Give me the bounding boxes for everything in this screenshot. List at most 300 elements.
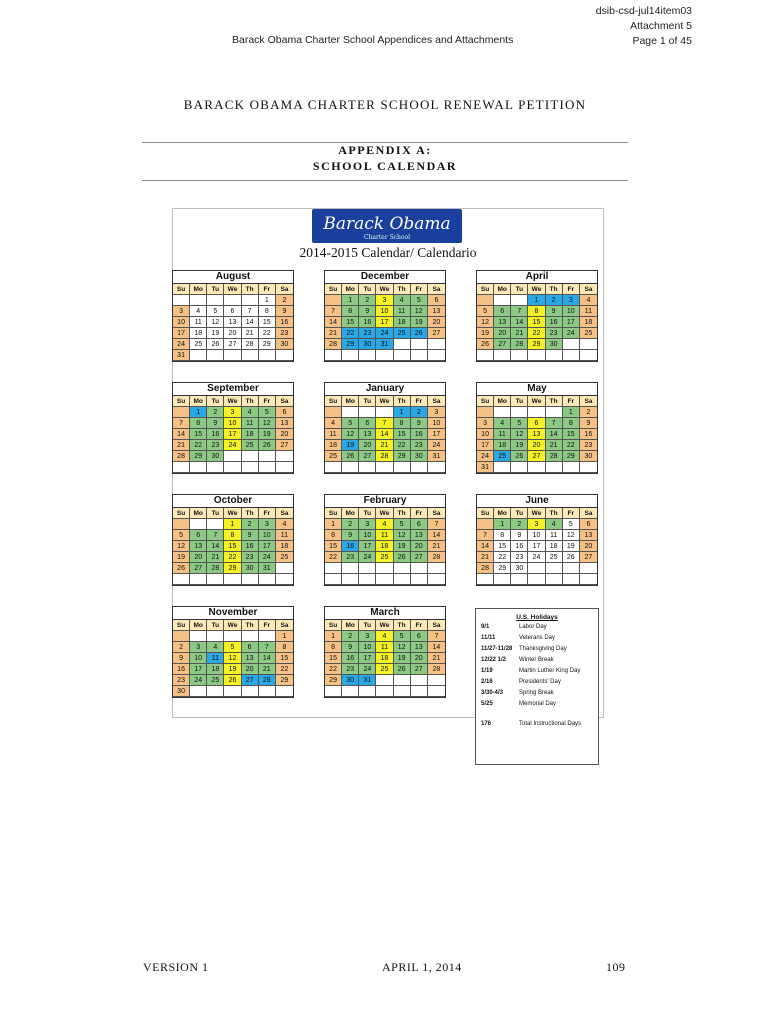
day-cell	[376, 462, 393, 473]
day-cell: 8	[563, 418, 580, 429]
day-cell: 30	[173, 686, 190, 697]
day-cell	[173, 519, 190, 530]
day-cell: 3	[528, 519, 545, 530]
day-cell: 8	[528, 306, 545, 317]
day-cell: 2	[173, 642, 190, 653]
day-cell: 28	[259, 675, 276, 686]
day-cell: 7	[173, 418, 190, 429]
day-cell: 4	[190, 306, 207, 317]
weekday-label: Tu	[359, 284, 376, 295]
day-cell: 26	[259, 440, 276, 451]
month-grid	[325, 508, 445, 585]
doc-id: dsib-csd-jul14item03	[595, 5, 692, 17]
weekday-label: Su	[173, 284, 190, 295]
day-cell: 9	[546, 306, 563, 317]
day-cell	[563, 563, 580, 574]
day-cell: 19	[259, 429, 276, 440]
day-cell: 30	[342, 675, 359, 686]
holiday-date: 9/1	[481, 624, 490, 630]
day-cell: 30	[411, 451, 428, 462]
day-cell: 19	[477, 328, 494, 339]
day-cell	[259, 451, 276, 462]
day-cell: 4	[494, 418, 511, 429]
day-cell	[173, 295, 190, 306]
day-cell	[580, 574, 597, 585]
day-cell: 16	[411, 429, 428, 440]
day-cell	[411, 462, 428, 473]
weekday-label: Mo	[190, 620, 207, 631]
month-august	[172, 270, 294, 362]
weekday-label: Tu	[207, 284, 224, 295]
weekday-label: We	[528, 508, 545, 519]
day-cell	[173, 407, 190, 418]
day-cell	[242, 350, 259, 361]
month-november	[172, 606, 294, 698]
day-cell: 22	[528, 328, 545, 339]
day-cell: 17	[173, 328, 190, 339]
day-cell: 24	[224, 440, 241, 451]
day-cell: 4	[580, 295, 597, 306]
day-cell: 6	[224, 306, 241, 317]
month-march	[324, 606, 446, 698]
holiday-date: 12/22 1/2	[481, 657, 507, 663]
day-cell: 22	[325, 664, 342, 675]
day-cell: 23	[359, 328, 376, 339]
weekday-label: Su	[325, 620, 342, 631]
day-cell: 20	[494, 328, 511, 339]
day-cell: 26	[411, 328, 428, 339]
weekday-label: Tu	[207, 508, 224, 519]
month-name: August	[173, 271, 293, 284]
day-cell: 21	[477, 552, 494, 563]
day-cell: 20	[224, 328, 241, 339]
weekday-label: Th	[394, 284, 411, 295]
day-cell	[224, 631, 241, 642]
day-cell	[276, 686, 293, 697]
day-cell: 18	[242, 429, 259, 440]
day-cell: 6	[190, 530, 207, 541]
footer-date: APRIL 1, 2014	[382, 960, 462, 974]
day-cell: 15	[259, 317, 276, 328]
day-cell: 3	[259, 519, 276, 530]
day-cell: 25	[394, 328, 411, 339]
weekday-label: Sa	[428, 396, 445, 407]
day-cell	[342, 574, 359, 585]
day-cell: 24	[359, 664, 376, 675]
weekday-label: Tu	[207, 620, 224, 631]
holiday-name: Memorial Day	[519, 701, 557, 707]
month-name: June	[477, 495, 597, 508]
day-cell: 5	[394, 631, 411, 642]
month-name: September	[173, 383, 293, 396]
day-cell: 7	[242, 306, 259, 317]
day-cell: 9	[411, 418, 428, 429]
day-cell: 19	[563, 541, 580, 552]
attachment-label: Attachment 5	[630, 20, 692, 32]
month-name: January	[325, 383, 445, 396]
day-cell	[376, 675, 393, 686]
day-cell	[477, 295, 494, 306]
day-cell: 27	[494, 339, 511, 350]
day-cell: 17	[376, 317, 393, 328]
day-cell: 18	[580, 317, 597, 328]
month-grid	[173, 396, 293, 473]
day-cell	[242, 451, 259, 462]
month-may	[476, 382, 598, 474]
doc-id-header	[596, 4, 692, 49]
day-cell	[190, 631, 207, 642]
day-cell	[359, 686, 376, 697]
day-cell	[376, 563, 393, 574]
day-cell: 4	[242, 407, 259, 418]
day-cell: 23	[276, 328, 293, 339]
weekday-label: Sa	[580, 508, 597, 519]
day-cell: 29	[190, 451, 207, 462]
day-cell: 25	[276, 552, 293, 563]
day-cell: 10	[190, 653, 207, 664]
day-cell: 8	[276, 642, 293, 653]
day-cell	[528, 407, 545, 418]
day-cell	[325, 295, 342, 306]
weekday-label: Tu	[359, 508, 376, 519]
day-cell	[428, 686, 445, 697]
day-cell: 3	[359, 631, 376, 642]
weekday-label: Mo	[190, 396, 207, 407]
holiday-row	[481, 700, 598, 709]
day-cell: 6	[428, 295, 445, 306]
weekday-label: Fr	[563, 284, 580, 295]
day-cell: 24	[563, 328, 580, 339]
day-cell: 22	[563, 440, 580, 451]
day-cell: 6	[359, 418, 376, 429]
day-cell: 28	[511, 339, 528, 350]
day-cell: 10	[359, 530, 376, 541]
day-cell: 26	[394, 552, 411, 563]
day-cell: 11	[242, 418, 259, 429]
day-cell: 16	[580, 429, 597, 440]
day-cell: 11	[376, 642, 393, 653]
holidays-title: U.S. Holidays	[516, 614, 558, 621]
weekday-label: Fr	[563, 396, 580, 407]
day-cell	[563, 574, 580, 585]
day-cell: 29	[528, 339, 545, 350]
weekday-label: Su	[173, 620, 190, 631]
petition-title: BARACK OBAMA CHARTER SCHOOL RENEWAL PETITION	[183, 97, 587, 112]
day-cell: 15	[528, 317, 545, 328]
day-cell	[394, 563, 411, 574]
day-cell: 6	[528, 418, 545, 429]
day-cell	[359, 350, 376, 361]
day-cell	[494, 350, 511, 361]
weekday-label: Sa	[580, 284, 597, 295]
day-cell: 20	[411, 541, 428, 552]
day-cell: 28	[428, 552, 445, 563]
day-cell: 18	[376, 541, 393, 552]
day-cell: 9	[342, 642, 359, 653]
day-cell: 1	[394, 407, 411, 418]
day-cell: 4	[376, 631, 393, 642]
day-cell	[259, 631, 276, 642]
day-cell	[259, 462, 276, 473]
day-cell: 9	[276, 306, 293, 317]
day-cell: 13	[190, 541, 207, 552]
day-cell: 6	[276, 407, 293, 418]
day-cell: 21	[242, 328, 259, 339]
day-cell	[190, 519, 207, 530]
weekday-label: Mo	[342, 508, 359, 519]
day-cell: 9	[580, 418, 597, 429]
day-cell: 26	[394, 664, 411, 675]
day-cell: 19	[411, 317, 428, 328]
day-cell	[190, 350, 207, 361]
day-cell: 27	[428, 328, 445, 339]
day-cell	[394, 574, 411, 585]
day-cell: 24	[359, 552, 376, 563]
day-cell: 28	[546, 451, 563, 462]
day-cell	[563, 462, 580, 473]
month-name: May	[477, 383, 597, 396]
day-cell: 10	[359, 642, 376, 653]
day-cell: 24	[428, 440, 445, 451]
day-cell: 8	[259, 306, 276, 317]
weekday-label: Fr	[411, 284, 428, 295]
weekday-label: Sa	[276, 396, 293, 407]
day-cell: 17	[477, 440, 494, 451]
day-cell: 5	[259, 407, 276, 418]
weekday-label: Sa	[428, 508, 445, 519]
day-cell	[546, 407, 563, 418]
day-cell: 12	[259, 418, 276, 429]
weekday-label: Th	[546, 396, 563, 407]
day-cell	[477, 574, 494, 585]
day-cell: 14	[173, 429, 190, 440]
weekday-label: Fr	[259, 284, 276, 295]
day-cell: 16	[242, 541, 259, 552]
day-cell: 8	[190, 418, 207, 429]
day-cell: 6	[494, 306, 511, 317]
month-name: December	[325, 271, 445, 284]
day-cell	[428, 350, 445, 361]
month-name: October	[173, 495, 293, 508]
day-cell	[511, 350, 528, 361]
weekday-label: Sa	[276, 620, 293, 631]
day-cell: 21	[173, 440, 190, 451]
day-cell: 11	[376, 530, 393, 541]
day-cell	[190, 686, 207, 697]
day-cell: 23	[173, 675, 190, 686]
day-cell: 27	[359, 451, 376, 462]
month-june	[476, 494, 598, 586]
day-cell: 26	[511, 451, 528, 462]
day-cell: 16	[546, 317, 563, 328]
day-cell: 28	[428, 664, 445, 675]
day-cell	[376, 686, 393, 697]
day-cell: 23	[342, 664, 359, 675]
weekday-label: We	[224, 620, 241, 631]
day-cell	[207, 631, 224, 642]
day-cell: 29	[259, 339, 276, 350]
day-cell: 4	[394, 295, 411, 306]
day-cell	[546, 563, 563, 574]
day-cell: 27	[411, 552, 428, 563]
holiday-date: 2/16	[481, 679, 493, 685]
day-cell	[173, 574, 190, 585]
day-cell: 24	[259, 552, 276, 563]
day-cell: 8	[494, 530, 511, 541]
day-cell: 21	[325, 328, 342, 339]
day-cell	[546, 462, 563, 473]
day-cell: 10	[428, 418, 445, 429]
weekday-label: Mo	[494, 396, 511, 407]
day-cell: 31	[173, 350, 190, 361]
weekday-label: Su	[477, 508, 494, 519]
day-cell: 9	[207, 418, 224, 429]
day-cell: 11	[394, 306, 411, 317]
day-cell: 15	[563, 429, 580, 440]
day-cell: 1	[224, 519, 241, 530]
day-cell: 18	[546, 541, 563, 552]
day-cell: 11	[494, 429, 511, 440]
day-cell	[342, 350, 359, 361]
day-cell: 11	[580, 306, 597, 317]
day-cell: 31	[376, 339, 393, 350]
day-cell	[342, 686, 359, 697]
month-name: April	[477, 271, 597, 284]
day-cell	[394, 675, 411, 686]
day-cell: 23	[511, 552, 528, 563]
day-cell: 15	[394, 429, 411, 440]
month-name: March	[325, 607, 445, 620]
holiday-row	[481, 678, 598, 687]
day-cell	[207, 462, 224, 473]
day-cell	[190, 574, 207, 585]
day-cell: 14	[428, 642, 445, 653]
day-cell: 21	[376, 440, 393, 451]
month-grid	[173, 284, 293, 361]
day-cell	[580, 339, 597, 350]
day-cell	[411, 574, 428, 585]
day-cell: 13	[224, 317, 241, 328]
day-cell: 3	[224, 407, 241, 418]
day-cell: 20	[276, 429, 293, 440]
day-cell	[511, 407, 528, 418]
day-cell: 15	[494, 541, 511, 552]
day-cell: 22	[224, 552, 241, 563]
day-cell	[580, 350, 597, 361]
day-cell: 16	[276, 317, 293, 328]
day-cell	[242, 686, 259, 697]
day-cell: 30	[276, 339, 293, 350]
day-cell: 21	[259, 664, 276, 675]
day-cell	[376, 407, 393, 418]
day-cell: 12	[173, 541, 190, 552]
day-cell: 13	[428, 306, 445, 317]
day-cell: 13	[494, 317, 511, 328]
day-cell: 27	[190, 563, 207, 574]
day-cell: 30	[359, 339, 376, 350]
day-cell: 21	[428, 653, 445, 664]
weekday-label: Su	[477, 284, 494, 295]
day-cell	[428, 563, 445, 574]
day-cell: 1	[494, 519, 511, 530]
day-cell: 12	[342, 429, 359, 440]
weekday-label: We	[528, 396, 545, 407]
holiday-name: Martin Luther King Day	[519, 668, 581, 674]
day-cell	[224, 574, 241, 585]
day-cell: 25	[580, 328, 597, 339]
weekday-label: Tu	[511, 284, 528, 295]
day-cell: 16	[173, 664, 190, 675]
day-cell	[528, 462, 545, 473]
bottom-rule	[142, 180, 628, 181]
weekday-label: Fr	[259, 620, 276, 631]
day-cell: 9	[511, 530, 528, 541]
day-cell	[528, 574, 545, 585]
day-cell: 2	[411, 407, 428, 418]
day-cell: 23	[411, 440, 428, 451]
holiday-name: Presidents' Day	[519, 679, 561, 685]
day-cell: 10	[259, 530, 276, 541]
day-cell	[411, 675, 428, 686]
day-cell: 2	[580, 407, 597, 418]
day-cell: 20	[411, 653, 428, 664]
day-cell	[342, 563, 359, 574]
day-cell: 12	[477, 317, 494, 328]
day-cell: 2	[359, 295, 376, 306]
day-cell: 25	[376, 664, 393, 675]
day-cell: 2	[546, 295, 563, 306]
day-cell: 19	[394, 653, 411, 664]
day-cell: 20	[528, 440, 545, 451]
day-cell	[259, 686, 276, 697]
header-center-title: Barack Obama Charter School Appendices and Attachments	[232, 34, 514, 46]
month-april	[476, 270, 598, 362]
day-cell: 12	[207, 317, 224, 328]
weekday-label: Th	[546, 508, 563, 519]
day-cell: 5	[173, 530, 190, 541]
weekday-label: We	[376, 396, 393, 407]
holiday-row	[481, 656, 598, 665]
day-cell: 3	[376, 295, 393, 306]
month-grid	[325, 620, 445, 697]
day-cell: 14	[325, 317, 342, 328]
day-cell	[477, 519, 494, 530]
day-cell	[428, 462, 445, 473]
day-cell: 3	[173, 306, 190, 317]
holiday-date: 5/25	[481, 701, 493, 707]
day-cell: 13	[411, 530, 428, 541]
day-cell: 14	[511, 317, 528, 328]
weekday-label: Mo	[342, 396, 359, 407]
day-cell: 8	[342, 306, 359, 317]
day-cell	[359, 563, 376, 574]
day-cell: 15	[325, 653, 342, 664]
day-cell: 26	[173, 563, 190, 574]
weekday-label: Th	[242, 396, 259, 407]
day-cell: 2	[342, 519, 359, 530]
day-cell	[411, 350, 428, 361]
day-cell	[359, 462, 376, 473]
day-cell: 2	[242, 519, 259, 530]
holiday-date: 11/27-11/28	[481, 646, 513, 652]
month-october	[172, 494, 294, 586]
weekday-label: Su	[173, 396, 190, 407]
month-grid	[477, 396, 597, 473]
day-cell: 12	[394, 642, 411, 653]
weekday-label: We	[224, 396, 241, 407]
day-cell: 20	[359, 440, 376, 451]
holiday-name: Spring Break	[519, 690, 554, 696]
